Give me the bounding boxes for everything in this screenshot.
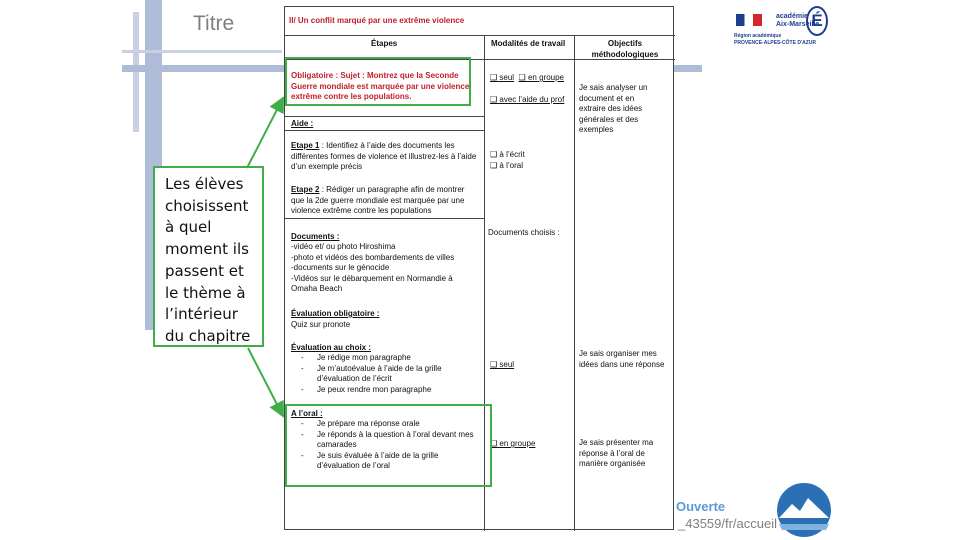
emblem-icon: [806, 6, 828, 36]
objectif-oral: Je sais présenter ma réponse à l’oral de manière organisée: [579, 438, 654, 468]
document-item: -Vidéos sur le débarquement en Normandie à Omaha Beach: [291, 273, 453, 293]
footer-text-ouverte: Ouverte: [676, 499, 726, 514]
objectif-analyse: Je sais analyser un document et en extraire des idées générales et des exemples: [579, 83, 648, 134]
etape1-label: Etape 1: [291, 141, 320, 150]
callout-box: [153, 166, 264, 347]
etape1-text: [291, 141, 477, 173]
documents-choisis: Documents choisis :: [488, 228, 560, 237]
academie-logo: [734, 6, 830, 54]
etape2-body: : Rédiger un paragraphe afin de montrer que la 2de guerre mondiale est marquée par une violence extrême contre les populations: [291, 185, 465, 215]
documents-list: [291, 242, 477, 295]
highlight-oral: [285, 404, 492, 487]
emblem-letter: É: [811, 11, 823, 30]
documents-title: Documents :: [291, 232, 340, 241]
choix-item: - Je rédige mon paragraphe: [291, 353, 477, 364]
highlight-obligatoire: [285, 57, 471, 106]
col-divider-2: [574, 35, 575, 531]
arrow-to-obligatoire: [247, 98, 283, 168]
etape1-body: : Identifiez à l’aide des documents les différentes formes de violence et illustrez-les à l’aide d’un exemple précis: [291, 141, 477, 171]
choix-list: [291, 353, 477, 395]
mountain-logo-icon: [774, 480, 834, 540]
callout-text: Les élèves choisissent à quel moment ils passent et le thème à l’intérieur du chapitre: [165, 175, 251, 345]
etape2-text: [291, 185, 477, 217]
oral-title: A l’oral :: [291, 409, 323, 418]
checkbox-avec-prof[interactable]: ❑ avec l’aide du prof: [490, 95, 564, 106]
footer-url: _43559/fr/accueil: [678, 516, 778, 531]
row-line-3: [285, 218, 484, 219]
logo-line4: PROVENCE-ALPES-CÔTE D'AZUR: [734, 40, 817, 46]
arrow-to-oral: [248, 348, 283, 416]
etape2-label: Etape 2: [291, 185, 320, 194]
document-item: -documents sur le génocide: [291, 263, 390, 272]
choix-item: - Je m’autoévalue à l’aide de la grille d’évaluation de l’écrit: [291, 364, 477, 385]
decor-bar-vertical-dark: [133, 12, 139, 132]
evaluation-title: Évaluation obligatoire :: [291, 309, 380, 318]
objectif-organiser: Je sais organiser mes idées dans une réponse: [579, 349, 665, 369]
logo-line2: Aix-Marseille: [776, 21, 820, 28]
table-top-line: [285, 35, 675, 36]
header-modalites: Modalités de travail: [491, 39, 566, 48]
header-etapes: Étapes: [371, 39, 398, 48]
choix-title: Évaluation au choix :: [291, 343, 372, 352]
decor-bar-horizontal-thin: [122, 50, 282, 53]
evaluation-text: Quiz sur pronote: [291, 320, 351, 329]
oral-item: - Je prépare ma réponse orale: [291, 419, 481, 430]
checkbox-seul-2[interactable]: ❑ seul: [490, 360, 514, 371]
checkbox-ecrit[interactable]: ❑ à l’écrit: [490, 150, 525, 161]
header-objectifs: Objectifs méthodologiques: [591, 39, 659, 59]
row-line-1: [285, 116, 484, 117]
document-item: -vidéo et/ ou photo Hiroshima: [291, 242, 396, 251]
oral-item: - Je suis évaluée à l’aide de la grille d’évaluation de l’oral: [291, 451, 481, 472]
row-line-2: [285, 130, 484, 131]
checkbox-en-groupe[interactable]: ❑ en groupe: [519, 73, 564, 82]
oral-item: - Je réponds à la question à l’oral devant mes camarades: [291, 430, 481, 451]
slide-title: Titre: [193, 12, 235, 35]
flag-icon: [736, 14, 762, 26]
doc-heading: II/ Un conflit marqué par une extrême violence: [289, 16, 465, 25]
document-item: -photo et vidéos des bombardements de villes: [291, 252, 455, 262]
checkbox-en-groupe-2[interactable]: ❑ en groupe: [490, 439, 535, 450]
logo-line1: académie: [776, 13, 808, 20]
modalite-row1: [490, 73, 564, 84]
checkbox-oral[interactable]: ❑ à l’oral: [490, 161, 523, 172]
choix-item: - Je peux rendre mon paragraphe: [291, 385, 477, 396]
aide-title: Aide :: [291, 119, 314, 128]
checkbox-seul[interactable]: ❑ seul: [490, 73, 514, 82]
obligatoire-text: Obligatoire : Sujet : Montrez que la Seconde Guerre mondiale est marquée par une violence extrême contre les populations.: [291, 71, 470, 101]
logo-line3: Région académique: [734, 33, 782, 39]
